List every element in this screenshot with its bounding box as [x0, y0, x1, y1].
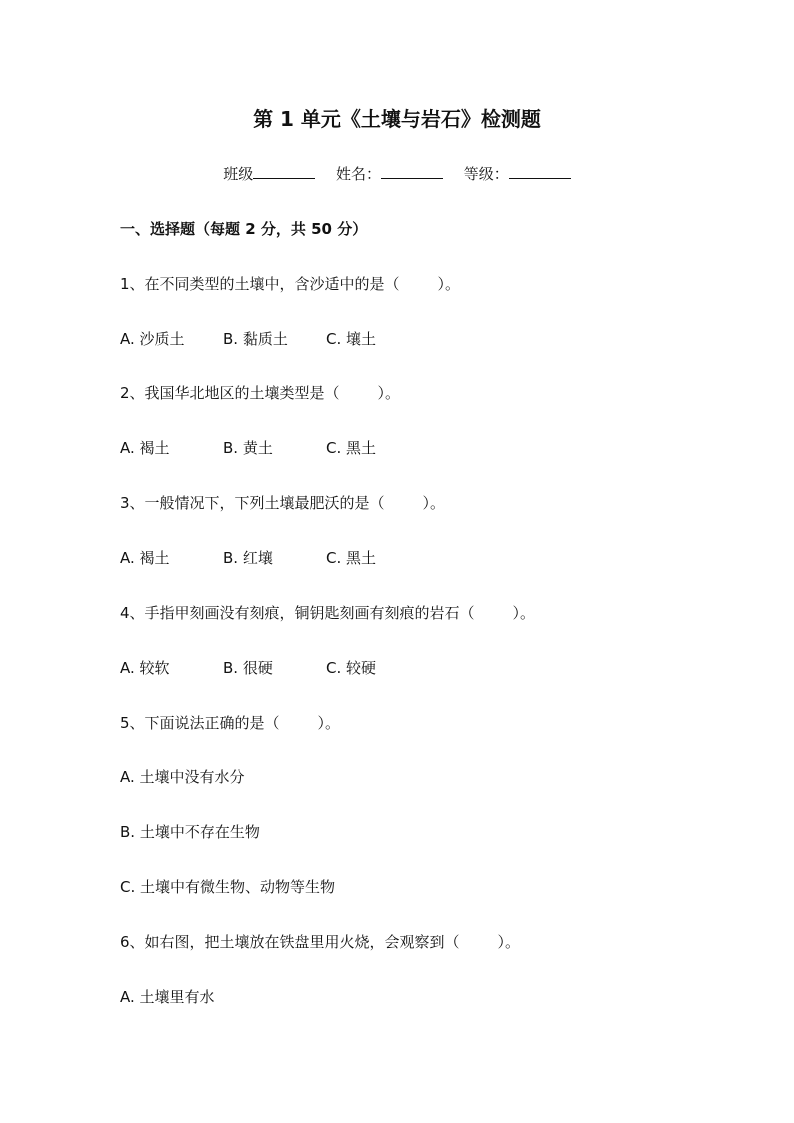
question-text: 5、下面说法正确的是（ — [120, 714, 280, 732]
question-3 — [120, 493, 445, 513]
student-info-row — [0, 164, 794, 184]
question-text: 1、在不同类型的土壤中，含沙适中的是（ — [120, 275, 400, 293]
question-text: 6、如右图，把土壤放在铁盘里用火烧，会观察到（ — [120, 933, 460, 951]
question-3-options — [120, 548, 376, 568]
question-text: 4、手指甲刻画没有刻痕，铜钥匙刻画有刻痕的岩石（ — [120, 604, 475, 622]
option-b: B. 很硬 — [223, 659, 273, 677]
grade-blank — [509, 164, 571, 179]
option-c: C. 土壤中有微生物、动物等生物 — [120, 878, 336, 896]
option-c: C. 壤土 — [326, 330, 377, 348]
class-field — [223, 165, 315, 183]
question-6 — [120, 932, 520, 952]
question-end: ）。 — [377, 384, 401, 402]
question-end: ）。 — [512, 604, 536, 622]
option-a: A. 褐土 — [120, 439, 170, 457]
question-2-options — [120, 438, 376, 458]
question-text: 3、一般情况下，下列土壤最肥沃的是（ — [120, 494, 385, 512]
option-c: C. 较硬 — [326, 659, 377, 677]
option-b: B. 红壤 — [223, 549, 273, 567]
option-a: A. 土壤里有水 — [120, 988, 215, 1006]
question-2 — [120, 383, 400, 403]
question-4-options — [120, 658, 376, 678]
name-label: 姓名： — [335, 165, 381, 183]
class-blank — [253, 164, 315, 179]
question-end: ）。 — [317, 714, 341, 732]
section-heading: 一、选择题（每题 2 分，共 50 分） — [120, 220, 368, 238]
option-a: A. 沙质土 — [120, 330, 185, 348]
grade-field — [464, 165, 571, 183]
name-blank — [381, 164, 443, 179]
question-5 — [120, 713, 340, 733]
page-title: 第 1 单元《土壤与岩石》检测题 — [253, 107, 541, 131]
question-text: 2、我国华北地区的土壤类型是（ — [120, 384, 340, 402]
option-b: B. 黏质土 — [223, 330, 288, 348]
question-end: ）。 — [437, 275, 461, 293]
grade-label: 等级： — [463, 165, 509, 183]
name-field — [336, 165, 443, 183]
question-end: ）。 — [497, 933, 521, 951]
question-4 — [120, 603, 535, 623]
option-b: B. 土壤中不存在生物 — [120, 823, 260, 841]
question-1 — [120, 274, 460, 294]
option-a: A. 较软 — [120, 659, 170, 677]
option-a: A. 褐土 — [120, 549, 170, 567]
class-label: 班级 — [223, 165, 254, 183]
question-end: ）。 — [422, 494, 446, 512]
option-b: B. 黄土 — [223, 439, 273, 457]
option-c: C. 黑土 — [326, 439, 377, 457]
option-a: A. 土壤中没有水分 — [120, 768, 245, 786]
option-c: C. 黑土 — [326, 549, 377, 567]
question-1-options — [120, 329, 376, 349]
